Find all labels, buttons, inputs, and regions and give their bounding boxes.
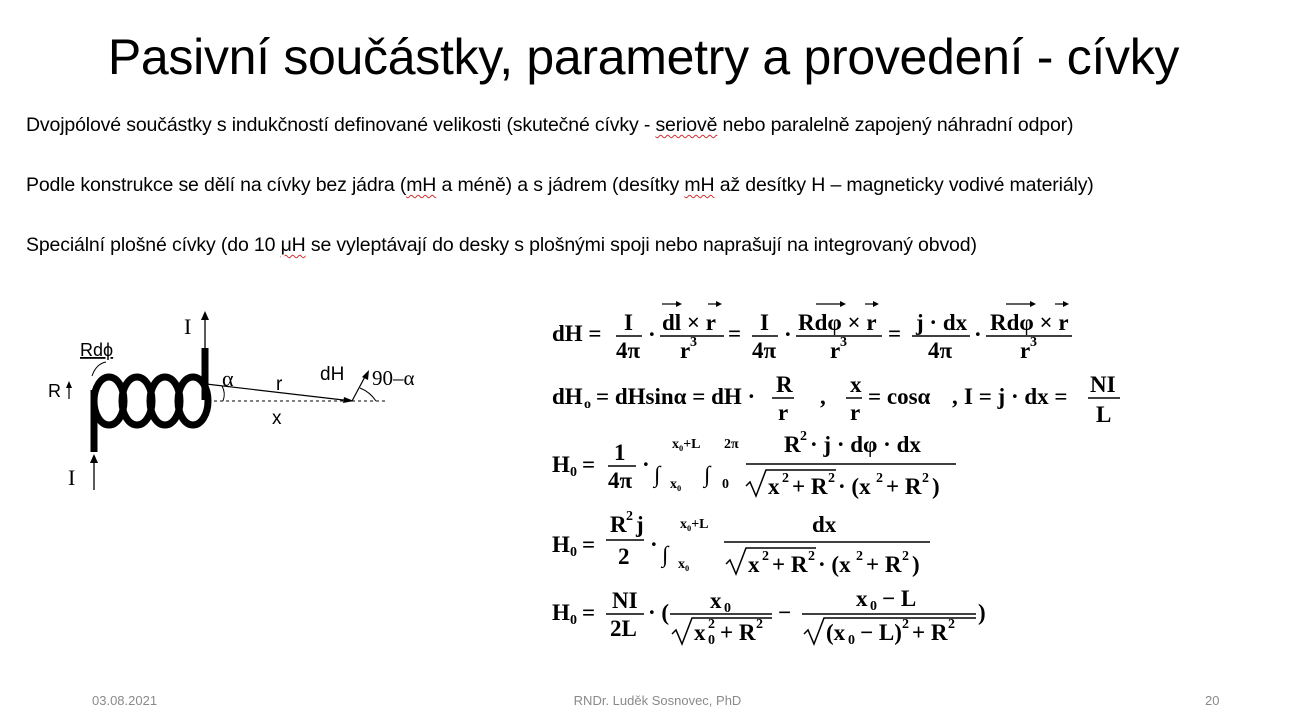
- svg-text:= dHsinα = dH ·: = dHsinα = dH ·: [596, 384, 756, 409]
- svg-text:I: I: [624, 310, 633, 335]
- svg-text:j: j: [636, 512, 644, 537]
- svg-text:− L: − L: [882, 586, 917, 611]
- svg-text:2L: 2L: [610, 616, 637, 641]
- svg-text:·: ·: [784, 322, 792, 347]
- svg-text:2: 2: [828, 471, 835, 486]
- bullet-3: Speciální plošné cívky (do 10 μH se vyleptávají do desky s plošnými spoji nebo naprašují na integrovaný obvod): [26, 234, 977, 256]
- equation-h0-final: [552, 586, 986, 648]
- svg-text:dH =: dH =: [552, 321, 602, 346]
- svg-text:x: x: [748, 552, 760, 577]
- label-90-minus-alpha: 90–α: [372, 366, 415, 390]
- slide-number: 20: [1205, 693, 1220, 708]
- svg-text:H: H: [552, 600, 570, 625]
- svg-text:R: R: [784, 432, 801, 457]
- svg-text:(x: (x: [826, 620, 846, 645]
- svg-text:2: 2: [800, 429, 807, 444]
- svg-text:4π: 4π: [616, 338, 641, 363]
- svg-text:L: L: [1096, 402, 1112, 427]
- svg-text:0: 0: [708, 633, 715, 648]
- equation-dh0: [552, 372, 958, 425]
- svg-text:2: 2: [708, 617, 715, 632]
- svg-text:−: −: [778, 600, 792, 625]
- label-rdphi: Rdϕ: [80, 340, 114, 360]
- svg-text:2: 2: [756, 617, 763, 632]
- svg-text:): ): [912, 552, 920, 577]
- svg-text:x: x: [694, 620, 706, 645]
- svg-text:0: 0: [722, 477, 729, 492]
- svg-text:+ R: + R: [772, 552, 808, 577]
- svg-text:4π: 4π: [752, 338, 777, 363]
- svg-text:0: 0: [848, 633, 855, 648]
- footer-author: RNDr. Luděk Sosnovec, PhD: [573, 693, 742, 708]
- svg-text:r: r: [830, 338, 841, 363]
- svg-text:3: 3: [1030, 335, 1037, 350]
- svg-text:Rdφ × r: Rdφ × r: [990, 310, 1069, 335]
- label-r: r: [276, 374, 283, 395]
- svg-text:=: =: [582, 600, 596, 625]
- svg-text:2: 2: [762, 549, 769, 564]
- svg-text:0: 0: [870, 599, 877, 614]
- svg-text:2: 2: [922, 471, 929, 486]
- svg-text:2: 2: [808, 549, 815, 564]
- svg-text:∫: ∫: [704, 462, 711, 487]
- svg-text:x₀: x₀: [670, 477, 682, 492]
- svg-text:− L): − L): [860, 620, 902, 645]
- svg-text:∫: ∫: [654, 462, 661, 487]
- svg-text:3: 3: [840, 335, 847, 350]
- svg-text:r: r: [850, 400, 861, 425]
- svg-text:= cosα: = cosα: [868, 384, 931, 409]
- equation-h0-integral: [552, 429, 956, 499]
- svg-text:2: 2: [948, 617, 955, 632]
- svg-text:R: R: [776, 372, 793, 397]
- svg-text:2: 2: [618, 544, 630, 569]
- svg-text:I = j · dx =: I = j · dx =: [964, 384, 1068, 409]
- svg-text:2: 2: [856, 549, 863, 564]
- svg-text:0: 0: [570, 613, 577, 628]
- svg-text:2: 2: [782, 471, 789, 486]
- svg-text:4π: 4π: [928, 338, 953, 363]
- svg-text:H: H: [552, 532, 570, 557]
- svg-text:): ): [932, 474, 940, 499]
- svg-text:2: 2: [902, 549, 909, 564]
- svg-text:2: 2: [876, 471, 883, 486]
- svg-text:=: =: [888, 321, 902, 346]
- svg-text:=: =: [582, 532, 596, 557]
- spell-marked-word: mH: [406, 174, 437, 196]
- svg-text:=: =: [728, 321, 742, 346]
- svg-text:· j · dφ · dx: · j · dφ · dx: [810, 432, 921, 457]
- svg-text:j · dx: j · dx: [916, 310, 968, 335]
- svg-text:dx: dx: [812, 512, 837, 537]
- svg-text:+ R: + R: [866, 552, 902, 577]
- equation-h0-simplified: [552, 509, 930, 577]
- svg-text:0: 0: [570, 465, 577, 480]
- svg-text:·: ·: [974, 322, 982, 347]
- equation-ni-over-l: [1086, 364, 1126, 434]
- svg-text:dH: dH: [552, 384, 583, 409]
- svg-text:0: 0: [570, 545, 577, 560]
- spell-marked-word: mH: [684, 174, 715, 196]
- svg-text:2: 2: [626, 509, 633, 524]
- svg-text:,: ,: [820, 384, 826, 409]
- svg-text:· (: · (: [648, 600, 670, 625]
- svg-text:NI: NI: [1090, 372, 1116, 397]
- coil-diagram: [36, 300, 456, 500]
- svg-text:,: ,: [952, 384, 958, 409]
- svg-text:r: r: [680, 338, 691, 363]
- svg-text:+ R: + R: [720, 620, 756, 645]
- label-current-top: I: [184, 314, 192, 339]
- svg-text:· (x: · (x: [818, 552, 851, 577]
- svg-text:H: H: [552, 452, 570, 477]
- svg-text:2: 2: [902, 617, 909, 632]
- svg-text:+ R: + R: [912, 620, 948, 645]
- spell-marked-word: seriově: [655, 114, 718, 136]
- svg-text:r: r: [778, 400, 789, 425]
- equations: [540, 290, 1000, 650]
- svg-text:I: I: [760, 310, 769, 335]
- svg-text:+ R: + R: [886, 474, 922, 499]
- label-alpha: α: [222, 366, 234, 391]
- svg-text:Rdφ × r: Rdφ × r: [798, 310, 877, 335]
- svg-text:∫: ∫: [662, 542, 669, 567]
- equation-dh: [552, 301, 982, 363]
- svg-text:·: ·: [650, 532, 658, 557]
- svg-text:1: 1: [614, 440, 626, 465]
- svg-text:+ R: + R: [792, 474, 828, 499]
- svg-text:x₀: x₀: [678, 557, 690, 572]
- label-current-bottom: I: [68, 465, 76, 490]
- svg-text:·: ·: [642, 452, 650, 477]
- svg-text:r: r: [1020, 338, 1031, 363]
- svg-text:x₀+L: x₀+L: [672, 437, 701, 452]
- svg-text:): ): [978, 600, 986, 625]
- svg-text:3: 3: [690, 335, 697, 350]
- svg-text:· (x: · (x: [838, 474, 871, 499]
- svg-text:dl × r: dl × r: [662, 310, 716, 335]
- svg-text:4π: 4π: [608, 468, 633, 493]
- svg-text:NI: NI: [612, 588, 638, 613]
- label-x: x: [272, 408, 282, 429]
- svg-text:x: x: [850, 372, 862, 397]
- coil-winding: [94, 348, 208, 452]
- bullet-2: Podle konstrukce se dělí na cívky bez jádra (mH a méně) a s jádrem (desítky mH až desítky H – magneticky vodivé materiály): [26, 174, 1094, 196]
- slide-title: Pasivní součástky, parametry a provedení - cívky: [107, 29, 1180, 85]
- footer-date: 03.08.2021: [92, 693, 158, 708]
- label-dh: dH: [320, 364, 345, 385]
- svg-text:2π: 2π: [724, 437, 739, 452]
- svg-text:=: =: [582, 452, 596, 477]
- svg-text:x: x: [768, 474, 780, 499]
- svg-text:o: o: [584, 397, 591, 412]
- spell-marked-word: μH: [280, 234, 306, 256]
- label-radius: R: [48, 381, 61, 401]
- svg-text:R: R: [610, 512, 627, 537]
- svg-text:x: x: [856, 586, 868, 611]
- svg-text:x₀+L: x₀+L: [680, 517, 709, 532]
- svg-text:·: ·: [648, 322, 656, 347]
- svg-text:x: x: [710, 588, 722, 613]
- bullet-1: Dvojpólové součástky s indukčností definované velikosti (skutečné cívky - seriově nebo paralelně zapojený náhradní odpor): [26, 114, 1074, 136]
- svg-text:0: 0: [724, 601, 731, 616]
